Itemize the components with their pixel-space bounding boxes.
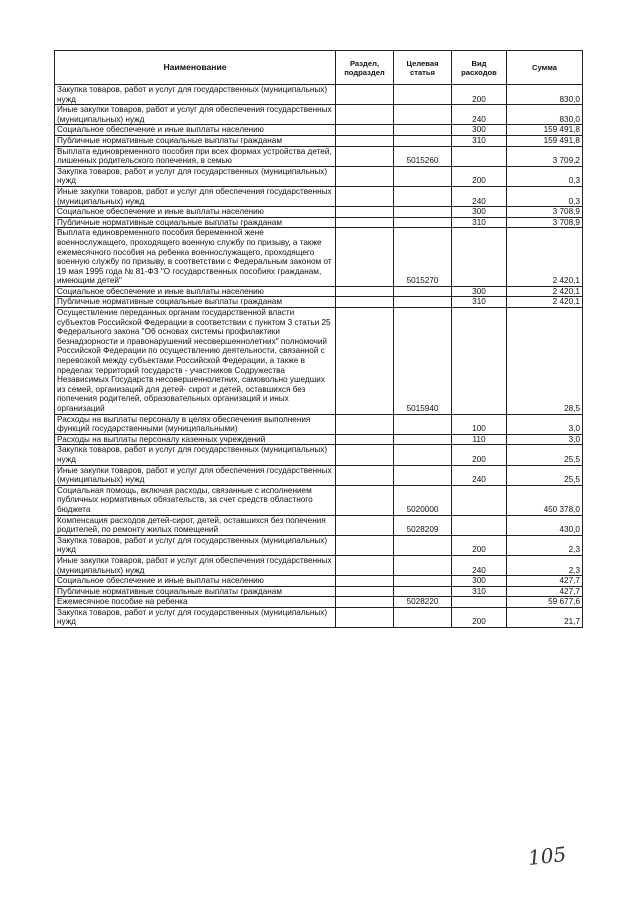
cell-amount: 3 709,2 xyxy=(507,146,583,166)
cell-amount: 427,7 xyxy=(507,576,583,587)
cell-target xyxy=(394,186,452,206)
table-row xyxy=(55,286,583,297)
header-section: Раздел, подраздел xyxy=(336,51,394,85)
cell-section xyxy=(336,286,394,297)
cell-section xyxy=(336,535,394,555)
cell-target: 5028220 xyxy=(394,597,452,608)
cell-amount: 2 420,1 xyxy=(507,297,583,308)
cell-amount: 159 491,8 xyxy=(507,135,583,146)
cell-name: Осуществление переданных органам государственной власти субъектов Российской Федерации в соответствии с пунктом 3 статьи 25 Федерального закона "Об основах системы профилактики безнадзорности и правонарушений несовершеннолетних" полномочий Российской Федерации по осуществлению деятельности, связанной с перевозкой между субъектами Российской Федерации, а также в пределах территорий государств - участников Содружества Независимых Государств несовершеннолетних, самовольно ушедших из семей, организаций для детей- сирот и детей, оставшихся без попечения родителей, образовательных организаций и иных организаций xyxy=(55,308,336,415)
cell-section xyxy=(336,186,394,206)
cell-section xyxy=(336,445,394,465)
cell-target: 5015270 xyxy=(394,228,452,287)
cell-name: Социальное обеспечение и иные выплаты населению xyxy=(55,125,336,136)
cell-name: Расходы на выплаты персоналу в целях обеспечения выполнения функций государственными (муниципальными) xyxy=(55,414,336,434)
cell-section xyxy=(336,228,394,287)
table-row xyxy=(55,207,583,218)
cell-target xyxy=(394,586,452,597)
table-row xyxy=(55,308,583,415)
cell-amount: 0,3 xyxy=(507,166,583,186)
cell-amount: 430,0 xyxy=(507,515,583,535)
cell-target xyxy=(394,445,452,465)
cell-target xyxy=(394,465,452,485)
page-number: 105 xyxy=(526,842,568,870)
table-row xyxy=(55,217,583,228)
cell-section xyxy=(336,597,394,608)
cell-target xyxy=(394,434,452,445)
cell-name: Расходы на выплаты персоналу казенных учреждений xyxy=(55,434,336,445)
cell-expense-type: 100 xyxy=(452,414,507,434)
table-row xyxy=(55,515,583,535)
cell-name: Социальное обеспечение и иные выплаты населению xyxy=(55,286,336,297)
table-row xyxy=(55,414,583,434)
cell-expense-type: 200 xyxy=(452,445,507,465)
cell-target xyxy=(394,125,452,136)
cell-section xyxy=(336,85,394,105)
table-row xyxy=(55,485,583,515)
cell-section xyxy=(336,135,394,146)
cell-expense-type: 200 xyxy=(452,85,507,105)
cell-expense-type: 240 xyxy=(452,555,507,575)
cell-section xyxy=(336,217,394,228)
cell-expense-type: 300 xyxy=(452,286,507,297)
cell-target xyxy=(394,105,452,125)
cell-amount: 2 420,1 xyxy=(507,286,583,297)
table-row xyxy=(55,597,583,608)
cell-target xyxy=(394,207,452,218)
cell-name: Иные закупки товаров, работ и услуг для обеспечения государственных (муниципальных) нужд xyxy=(55,465,336,485)
cell-target xyxy=(394,135,452,146)
cell-amount: 25,5 xyxy=(507,445,583,465)
cell-amount: 450 378,0 xyxy=(507,485,583,515)
cell-section xyxy=(336,207,394,218)
cell-name: Закупка товаров, работ и услуг для государственных (муниципальных) нужд xyxy=(55,166,336,186)
cell-section xyxy=(336,166,394,186)
table-row xyxy=(55,85,583,105)
cell-section xyxy=(336,146,394,166)
cell-amount: 59 677,6 xyxy=(507,597,583,608)
cell-section xyxy=(336,485,394,515)
table-row xyxy=(55,186,583,206)
cell-section xyxy=(336,125,394,136)
cell-expense-type xyxy=(452,308,507,415)
cell-amount: 21,7 xyxy=(507,607,583,627)
cell-expense-type: 240 xyxy=(452,186,507,206)
cell-expense-type xyxy=(452,228,507,287)
cell-expense-type xyxy=(452,515,507,535)
cell-target xyxy=(394,297,452,308)
cell-target: 5015940 xyxy=(394,308,452,415)
cell-name: Иные закупки товаров, работ и услуг для обеспечения государственных (муниципальных) нужд xyxy=(55,186,336,206)
cell-amount: 830,0 xyxy=(507,85,583,105)
cell-amount: 427,7 xyxy=(507,586,583,597)
cell-amount: 2,3 xyxy=(507,535,583,555)
cell-section xyxy=(336,465,394,485)
cell-expense-type: 300 xyxy=(452,125,507,136)
cell-expense-type: 300 xyxy=(452,207,507,218)
cell-amount: 830,0 xyxy=(507,105,583,125)
table-row xyxy=(55,445,583,465)
cell-name: Публичные нормативные социальные выплаты гражданам xyxy=(55,586,336,597)
cell-target xyxy=(394,414,452,434)
cell-name: Социальная помощь, включая расходы, связанные с исполнением публичных нормативных обязательств, за счет средств областного бюджета xyxy=(55,485,336,515)
table-row xyxy=(55,576,583,587)
cell-section xyxy=(336,105,394,125)
cell-name: Компенсация расходов детей-сирот, детей, оставшихся без попечения родителей, по ремонту жилых помещений xyxy=(55,515,336,535)
cell-section xyxy=(336,297,394,308)
table-row xyxy=(55,146,583,166)
cell-section xyxy=(336,607,394,627)
cell-expense-type xyxy=(452,597,507,608)
cell-name: Закупка товаров, работ и услуг для государственных (муниципальных) нужд xyxy=(55,607,336,627)
cell-expense-type xyxy=(452,146,507,166)
cell-expense-type: 310 xyxy=(452,217,507,228)
cell-target xyxy=(394,535,452,555)
table-row xyxy=(55,555,583,575)
table-row xyxy=(55,535,583,555)
header-name: Наименование xyxy=(55,51,336,85)
table-row xyxy=(55,135,583,146)
cell-section xyxy=(336,414,394,434)
cell-name: Закупка товаров, работ и услуг для государственных (муниципальных) нужд xyxy=(55,85,336,105)
table-header-row xyxy=(55,51,583,85)
cell-section xyxy=(336,434,394,445)
header-amount: Сумма xyxy=(507,51,583,85)
budget-table xyxy=(54,50,583,628)
cell-amount: 25,5 xyxy=(507,465,583,485)
cell-name: Иные закупки товаров, работ и услуг для обеспечения государственных (муниципальных) нужд xyxy=(55,105,336,125)
table-row xyxy=(55,166,583,186)
cell-name: Публичные нормативные социальные выплаты гражданам xyxy=(55,217,336,228)
cell-section xyxy=(336,576,394,587)
table-row xyxy=(55,125,583,136)
table-row xyxy=(55,465,583,485)
cell-amount: 3 708,9 xyxy=(507,217,583,228)
cell-amount: 159 491,8 xyxy=(507,125,583,136)
table-row xyxy=(55,105,583,125)
cell-section xyxy=(336,308,394,415)
cell-amount: 2,3 xyxy=(507,555,583,575)
cell-expense-type: 240 xyxy=(452,105,507,125)
cell-expense-type xyxy=(452,485,507,515)
cell-amount: 2 420,1 xyxy=(507,228,583,287)
cell-expense-type: 310 xyxy=(452,297,507,308)
cell-amount: 28,5 xyxy=(507,308,583,415)
cell-target: 5015260 xyxy=(394,146,452,166)
cell-expense-type: 110 xyxy=(452,434,507,445)
cell-name: Выплата единовременного пособия при всех формах устройства детей, лишенных родительского попечения, в семью xyxy=(55,146,336,166)
table-row xyxy=(55,228,583,287)
cell-target xyxy=(394,607,452,627)
cell-expense-type: 200 xyxy=(452,535,507,555)
cell-amount: 3 708,9 xyxy=(507,207,583,218)
cell-expense-type: 300 xyxy=(452,576,507,587)
cell-expense-type: 200 xyxy=(452,607,507,627)
table-row xyxy=(55,586,583,597)
table-row xyxy=(55,607,583,627)
cell-target xyxy=(394,217,452,228)
cell-target xyxy=(394,85,452,105)
cell-target: 5020000 xyxy=(394,485,452,515)
header-target: Целевая статья xyxy=(394,51,452,85)
header-expense-type: Вид расходов xyxy=(452,51,507,85)
cell-name: Закупка товаров, работ и услуг для государственных (муниципальных) нужд xyxy=(55,445,336,465)
cell-expense-type: 310 xyxy=(452,586,507,597)
cell-amount: 3,0 xyxy=(507,434,583,445)
cell-amount: 3,0 xyxy=(507,414,583,434)
cell-amount: 0,3 xyxy=(507,186,583,206)
cell-target xyxy=(394,576,452,587)
cell-name: Социальное обеспечение и иные выплаты населению xyxy=(55,207,336,218)
cell-expense-type: 200 xyxy=(452,166,507,186)
cell-name: Закупка товаров, работ и услуг для государственных (муниципальных) нужд xyxy=(55,535,336,555)
cell-section xyxy=(336,586,394,597)
cell-name: Публичные нормативные социальные выплаты гражданам xyxy=(55,297,336,308)
cell-expense-type: 240 xyxy=(452,465,507,485)
cell-name: Социальное обеспечение и иные выплаты населению xyxy=(55,576,336,587)
table-row xyxy=(55,434,583,445)
cell-name: Иные закупки товаров, работ и услуг для обеспечения государственных (муниципальных) нужд xyxy=(55,555,336,575)
cell-target xyxy=(394,286,452,297)
cell-name: Ежемесячное пособие на ребенка xyxy=(55,597,336,608)
table-row xyxy=(55,297,583,308)
table-body xyxy=(55,85,583,628)
cell-section xyxy=(336,555,394,575)
cell-target xyxy=(394,166,452,186)
cell-expense-type: 310 xyxy=(452,135,507,146)
cell-name: Выплата единовременного пособия беременной жене военнослужащего, проходящего военную службу по призыву, а также ежемесячного пособия на ребенка военнослужащего, проходящего военную службу по призыву, в соответствии с Федеральным законом от 19 мая 1995 года № 81-ФЗ "О государственных пособиях гражданам, имеющим детей" xyxy=(55,228,336,287)
cell-target xyxy=(394,555,452,575)
cell-target: 5028209 xyxy=(394,515,452,535)
cell-name: Публичные нормативные социальные выплаты гражданам xyxy=(55,135,336,146)
cell-section xyxy=(336,515,394,535)
